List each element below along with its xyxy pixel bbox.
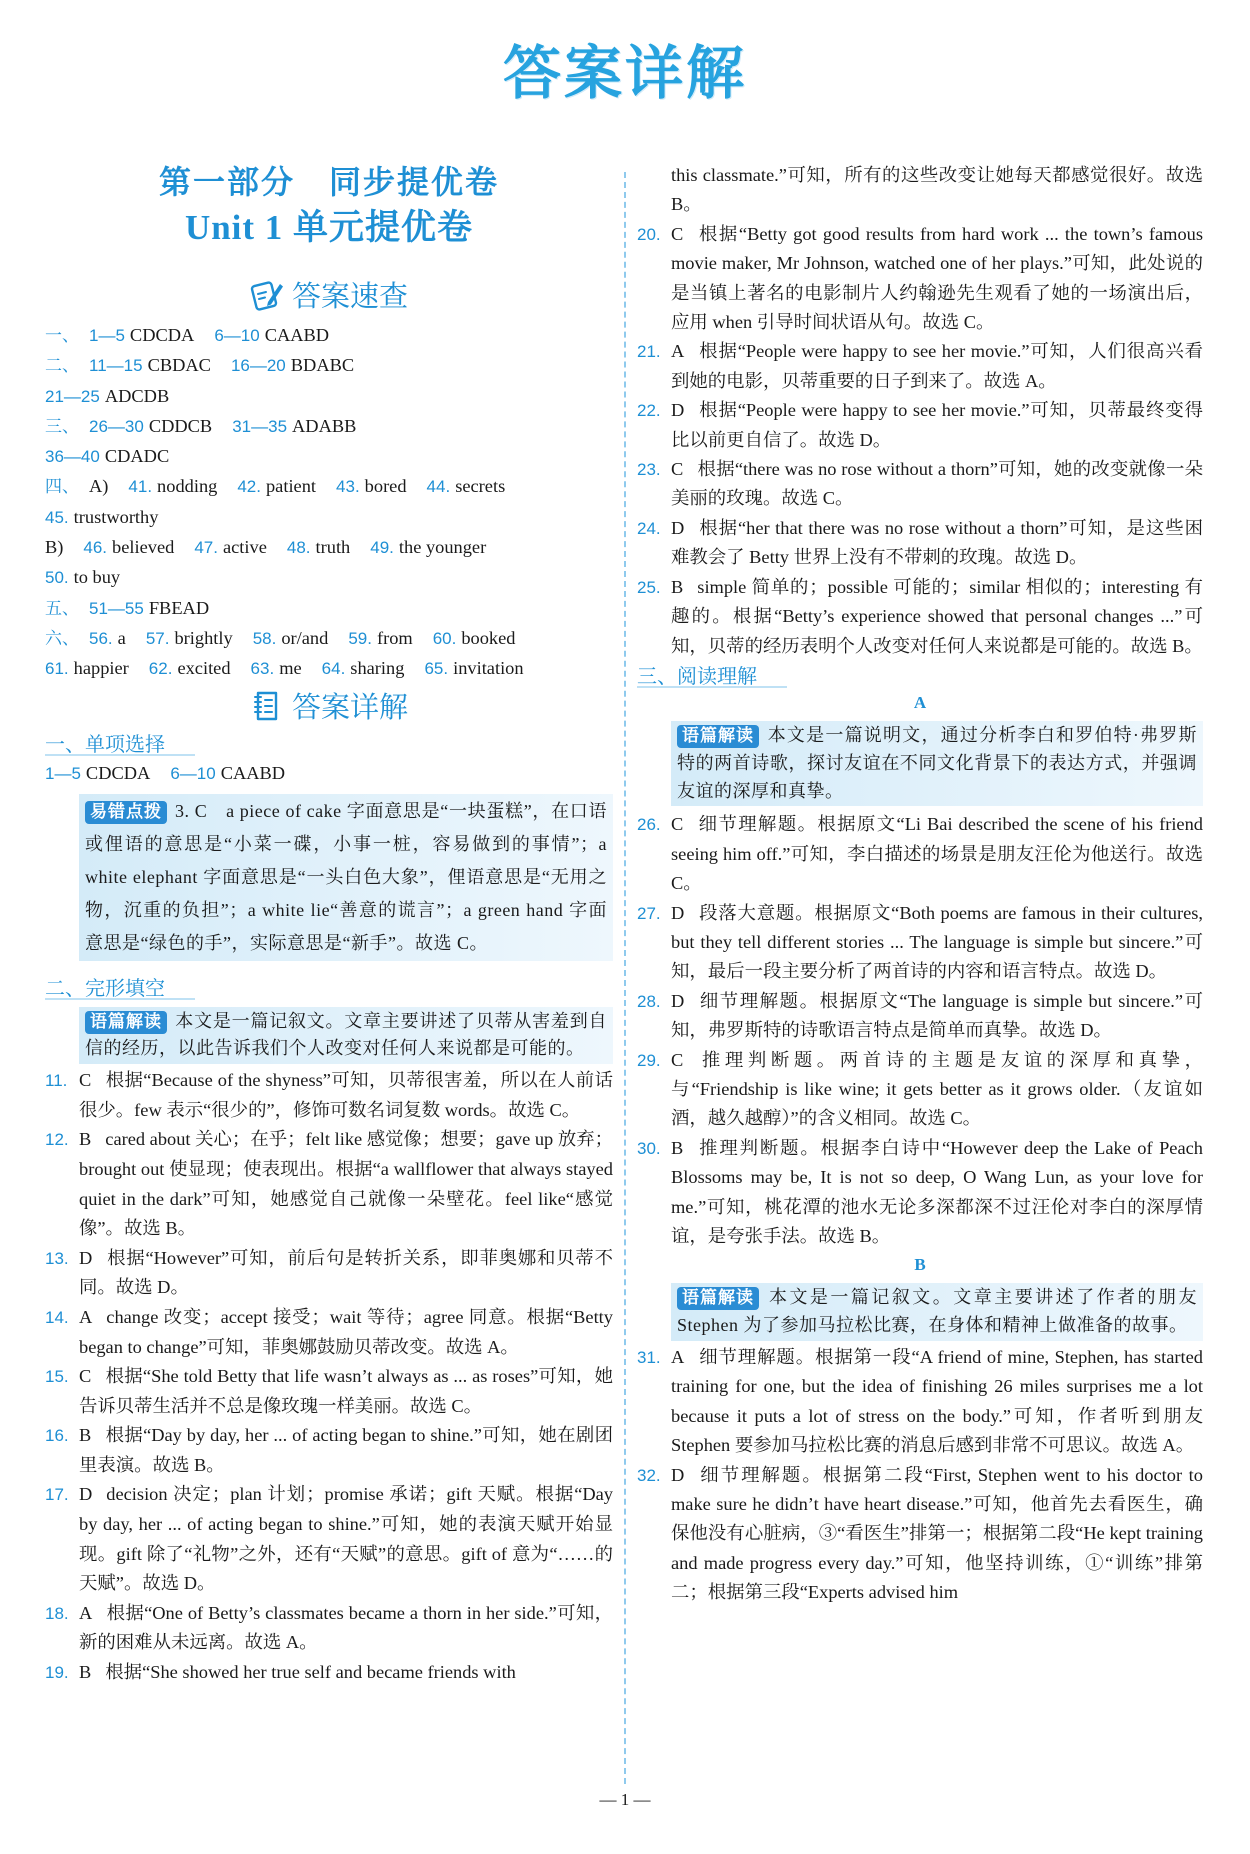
explanation-text: 推理判断题。根据李白诗中“However deep the Lake of Peach Blossoms may be, It is not so deep, O Wang Lun, as your love for me.”可知，桃花潭的池水无论多深都深不过汪伦对李白的深厚情谊，是夸张手法。故选 B。	[671, 1137, 1203, 1246]
answer-letter: C	[79, 1366, 92, 1387]
answer-group	[45, 325, 79, 345]
explanation-text: 根据“She showed her true self and became friends with	[105, 1662, 516, 1683]
passage-b-summary-label: 语篇解读	[677, 1287, 759, 1310]
answer-text: believed	[112, 537, 175, 558]
cloze-entries-right	[637, 220, 1203, 661]
answer-number: 五、	[45, 598, 79, 618]
explanation-text: 根据“People were happy to see her movie.”可知，人们很高兴看到她的电影，贝蒂重要的日子到来了。故选 A。	[671, 341, 1203, 391]
passage-a-summary-label: 语篇解读	[677, 725, 759, 748]
answer-letter: C	[671, 814, 684, 835]
passage-b-label: B	[914, 1255, 926, 1275]
right-column	[637, 161, 1203, 1608]
answer-number: 11—15	[89, 356, 143, 376]
answer-text: CDCDA	[129, 325, 195, 345]
question-number: 17.	[45, 1485, 69, 1505]
quick-answer-row	[45, 381, 613, 411]
answer-text: or/and	[281, 627, 329, 648]
explanation-text: 根据“One of Betty’s classmates became a thorn in her side.”可知，新的困难从未远离。故选 A。	[79, 1602, 613, 1653]
answer-entry-16	[45, 1421, 613, 1480]
quick-answer-row	[45, 593, 613, 623]
answer-entry-12	[45, 1125, 613, 1243]
answer-number: 6—10	[170, 763, 216, 783]
answer-group	[214, 325, 329, 345]
quick-answer-row	[45, 653, 613, 683]
question-number: 13.	[45, 1248, 69, 1268]
answer-text: happier	[73, 658, 129, 679]
part-title: 第一部分 同步提优卷	[158, 164, 499, 200]
answer-group	[45, 355, 79, 375]
quick-check-heading	[45, 276, 613, 316]
quick-check-heading-text: 答案速查	[291, 279, 408, 313]
answer-text: brightly	[174, 627, 233, 648]
answer-number: 49.	[370, 538, 394, 558]
cloze-summary-box	[79, 1007, 613, 1065]
detail-heading	[45, 687, 613, 727]
answer-number: 26—30	[89, 416, 144, 436]
answer-letter: D	[671, 990, 685, 1011]
answer-letter: C	[79, 1070, 92, 1091]
entry-19-continuation: this classmate.”可知，所有的这些改变让她每天都感觉很好。故选 B。	[671, 165, 1203, 215]
answer-group	[232, 416, 356, 436]
answer-entry-25	[637, 573, 1203, 661]
answer-letter: C	[671, 1049, 684, 1070]
answer-text: truth	[315, 537, 351, 558]
answer-letter: D	[671, 517, 685, 538]
quick-answer-row	[45, 320, 613, 350]
answer-group	[45, 416, 79, 436]
answer-text: to buy	[73, 567, 121, 588]
answer-letter: B	[671, 576, 684, 597]
answer-entry-23	[637, 455, 1203, 514]
unit-title: Unit 1 单元提优卷	[184, 208, 474, 247]
answer-entry-17	[45, 1480, 613, 1598]
answer-group	[348, 628, 412, 648]
answer-text: sharing	[350, 658, 405, 679]
answer-text: FBEAD	[148, 597, 210, 618]
answer-group	[45, 446, 169, 466]
passage-a-summary-text: 本文是一篇说明文，通过分析李白和罗伯特·弗罗斯特的两首诗歌，探讨友谊在不同文化背景下的表达方式，并强调友谊的深厚和真挚。	[677, 724, 1197, 801]
answer-entry-30	[637, 1134, 1203, 1252]
explanation-text: 细节理解题。根据第一段“A friend of mine, Stephen, has started training for one, but the idea of finishing 26 miles surprises me a lot because it puts a lot of stress on the body.”可知，作者听到朋友 Stephen 要参加马拉松比赛的消息后感到非常不可思议。故选 A。	[671, 1346, 1203, 1456]
answer-group	[45, 628, 79, 648]
explanation-text: 段落大意题。根据原文“Both poems are famous in their cultures, but they tell different stories ... The language is simple but sincere.”可知，最后一段主要分析了两首诗的内容和语言特点。故选 D。	[671, 902, 1203, 982]
left-column	[45, 160, 613, 1688]
answer-number: 63.	[250, 659, 275, 679]
cloze-summary-label: 语篇解读	[85, 1011, 167, 1034]
document-list-icon	[250, 689, 284, 723]
answer-text: BDABC	[290, 355, 355, 376]
passage-a-summary-box	[671, 721, 1203, 806]
question-number: 31.	[637, 1347, 661, 1367]
answer-text: booked	[461, 627, 516, 648]
explanation-text: 根据“However”可知，前后句是转折关系，即菲奥娜和贝蒂不同。故选 D。	[79, 1247, 613, 1298]
answer-number: 47.	[194, 538, 218, 558]
quick-answer-row	[45, 623, 613, 653]
explanation-text: 细节理解题。根据原文“The language is simple but sincere.”可知，弗罗斯特的诗歌语言特点是简单而真挚。故选 D。	[671, 990, 1203, 1041]
question-number: 27.	[637, 903, 661, 923]
answer-group	[128, 476, 217, 496]
question-number: 18.	[45, 1603, 69, 1623]
page-title: 答案详解	[502, 39, 747, 107]
answer-text: CAABD	[220, 762, 286, 783]
answer-group	[433, 628, 516, 648]
answer-text: me	[279, 658, 302, 679]
answer-letter: D	[79, 1484, 93, 1505]
answer-letter: A	[671, 1346, 685, 1367]
section-cloze: 二、完形填空	[45, 973, 613, 1003]
question-number: 25.	[637, 577, 661, 597]
answer-letter: A	[79, 1602, 93, 1623]
answer-number: 64.	[321, 659, 346, 679]
answer-group	[336, 476, 407, 496]
answer-letter: A	[79, 1306, 93, 1327]
answer-text: ADABB	[292, 415, 357, 436]
answer-number: 43.	[336, 477, 360, 497]
answer-group	[322, 658, 405, 678]
answer-entry-19	[45, 1658, 613, 1688]
answer-group	[45, 763, 150, 783]
answer-letter: B	[79, 1129, 92, 1150]
explanation-text: 细节理解题。根据原文“Li Bai described the scene of his friend seeing him off.”可知，李白描述的场景是朋友汪伦为他送行。故选 C。	[671, 814, 1203, 894]
quick-answer-row	[45, 532, 613, 562]
answer-group	[427, 476, 506, 496]
question-number: 32.	[637, 1465, 661, 1485]
answer-entry-21	[637, 337, 1203, 396]
answer-group	[89, 628, 126, 648]
question-number: 29.	[637, 1050, 661, 1070]
question-number: 26.	[637, 815, 661, 835]
question-number: 30.	[637, 1138, 661, 1158]
answer-number: 65.	[424, 659, 449, 679]
answer-text: secrets	[455, 476, 506, 497]
answer-text: B)	[45, 537, 64, 558]
quick-answer-row	[45, 471, 613, 501]
answer-number: 二、	[45, 356, 79, 376]
explanation-text: 根据“her that there was no rose without a thorn”可知，是这些困难教会了 Betty 世界上没有不带刺的玫瑰。故选 D。	[671, 517, 1203, 568]
answer-entry-13	[45, 1244, 613, 1303]
passage-b-entries	[637, 1343, 1203, 1608]
question-number: 22.	[637, 401, 661, 421]
answer-group	[287, 537, 350, 557]
answer-group	[237, 476, 316, 496]
single-choice-answers	[45, 759, 613, 788]
answer-entry-14	[45, 1303, 613, 1362]
answer-group	[45, 598, 79, 618]
answer-entry-29	[637, 1046, 1203, 1134]
explanation-text: simple 简单的；possible 可能的；similar 相似的；interesting 有趣的。根据“Betty’s experience showed that personal changes ...”可知，贝蒂的经历表明个人改变对任何人来说都是可能的。故选 B。	[671, 576, 1203, 656]
section-reading: 三、阅读理解	[637, 661, 1203, 691]
answer-number: 1—5	[45, 763, 81, 783]
answer-group	[253, 628, 329, 648]
answer-group	[424, 658, 523, 678]
answer-entry-32	[637, 1461, 1203, 1608]
answer-group	[231, 355, 354, 375]
quick-answer-row	[45, 441, 613, 471]
answer-entry-26	[637, 810, 1203, 898]
answer-group	[194, 537, 267, 557]
answer-entry-22	[637, 396, 1203, 455]
answer-entry-28	[637, 987, 1203, 1046]
quick-answer-row	[45, 411, 613, 441]
answer-entry-27	[637, 899, 1203, 987]
passage-b-summary-box	[671, 1283, 1203, 1341]
explanation-text: 根据“there was no rose without a thorn”可知，她的改变就像一朵美丽的玫瑰。故选 C。	[671, 459, 1203, 509]
explanation-text: change 改变；accept 接受；wait 等待；agree 同意。根据“Betty began to change”可知，菲奥娜鼓励贝蒂改变。故选 A。	[79, 1306, 613, 1357]
section-single-choice: 一、单项选择	[45, 729, 613, 759]
explanation-text: cared about 关心；在乎；felt like 感觉像；想要；gave up 放弃；brought out 使显现；使表现出。根据“a wallflower that always stayed quiet in the dark”可知，她感觉自己就像一朵壁花。feel like“感觉像”。故选 B。	[79, 1129, 613, 1239]
answer-number: 62.	[148, 659, 173, 679]
answer-number: 21—25	[45, 386, 100, 406]
question-number: 20.	[637, 224, 661, 244]
answer-text: excited	[177, 658, 231, 679]
answer-number: 57.	[145, 628, 170, 648]
answer-letter: D	[671, 1464, 685, 1485]
answer-number: 56.	[89, 628, 113, 648]
answer-entry-15	[45, 1362, 613, 1421]
answer-group	[89, 476, 108, 496]
explanation-text: decision 决定；plan 计划；promise 承诺；gift 天赋。根据“Day by day, her ... of acting began to shine.”可知，她的表演天赋开始显现。gift 除了“礼物”之外，还有“天赋”的意思。gift of 意为“……的天赋”。故选 D。	[79, 1484, 613, 1594]
quick-answer-row	[45, 562, 613, 592]
answer-group	[83, 537, 174, 557]
answer-text: patient	[265, 476, 317, 497]
answer-number: 三、	[45, 416, 79, 436]
answer-number: 1—5	[89, 326, 125, 345]
answer-letter: D	[671, 400, 685, 421]
answer-group	[170, 763, 285, 783]
answer-number: 16—20	[230, 356, 286, 376]
explanation-text: 细节理解题。根据第二段“First, Stephen went to his doctor to make sure he didn’t have heart disease.”可知，他首先去看医生，确保他没有心脏病，③“看医生”排第一；根据第二段“He kept training and made progress every day.”可知，他坚持训练，①“训练”排第二；根据第三段“Experts advised him	[671, 1464, 1203, 1603]
answer-number: 58.	[252, 628, 277, 648]
answer-text: CBDAC	[147, 355, 211, 376]
answer-number: 61.	[45, 659, 69, 679]
answer-group	[45, 567, 120, 587]
quick-answer-rows	[45, 320, 613, 684]
answer-text: CAABD	[264, 325, 330, 345]
answer-number: 59.	[348, 628, 372, 648]
answer-number: 45.	[45, 507, 69, 527]
answer-group	[89, 325, 194, 345]
answer-number: 6—10	[214, 326, 260, 345]
page-number: — 1 —	[599, 1790, 651, 1809]
answer-letter: B	[79, 1662, 92, 1683]
question-number: 23.	[637, 460, 661, 480]
explanation-text: 根据“Day by day, her ... of acting began to shine.”可知，她在剧团里表演。故选 B。	[79, 1425, 613, 1475]
answer-number: 50.	[45, 568, 69, 588]
explanation-text: 根据“People were happy to see her movie.”可知，贝蒂最终变得比以前更自信了。故选 D。	[671, 400, 1203, 450]
answer-entry-18	[45, 1599, 613, 1658]
question-number: 24.	[637, 518, 661, 538]
answer-group	[89, 355, 211, 375]
question-number: 21.	[637, 342, 661, 362]
passage-a-entries	[637, 810, 1203, 1251]
quick-answer-row	[45, 350, 613, 380]
answer-letter: D	[79, 1247, 93, 1268]
answer-number: 四、	[45, 477, 79, 497]
answer-group	[251, 658, 302, 678]
answer-number: 44.	[426, 477, 451, 497]
answer-number: 36—40	[45, 447, 100, 467]
answer-letter: C	[671, 459, 684, 480]
column-divider	[624, 172, 626, 1784]
answer-group	[89, 416, 212, 436]
answer-text: A)	[89, 476, 109, 497]
pencil-writing-icon	[250, 278, 284, 312]
answer-entry-24	[637, 514, 1203, 573]
answer-text: CDADC	[104, 446, 170, 467]
answer-text: invitation	[453, 658, 524, 679]
answer-group	[89, 598, 209, 618]
answer-number: 48.	[286, 538, 311, 558]
question-number: 11.	[45, 1071, 68, 1091]
answer-letter: D	[671, 902, 685, 923]
cloze-summary-text: 本文是一篇记叙文。文章主要讲述了贝蒂从害羞到自信的经历，以此告诉我们个人改变对任何人来说都是可能的。	[85, 1010, 607, 1059]
answer-group	[45, 507, 158, 527]
answer-group	[146, 628, 233, 648]
answer-group	[149, 658, 231, 678]
question-number: 14.	[45, 1307, 69, 1327]
passage-a-label: A	[913, 692, 927, 712]
answer-letter: B	[79, 1425, 92, 1446]
error-tip-text: 3. C a piece of cake 字面意思是“一块蛋糕”，在口语或俚语的意思是“小菜一碟，小事一桩，容易做到的事情”；a white elephant 字面意思是“一头白色大象”，俚语意思是“无用之物，沉重的负担”；a white lie“善意的谎言”；a green hand 字面意思是“绿色的手”，实际意思是“新手”。故选 C。	[85, 800, 607, 953]
answer-group	[370, 537, 486, 557]
answer-text: the younger	[398, 537, 487, 558]
answer-letter: C	[671, 223, 684, 244]
answer-entry-20	[637, 220, 1203, 338]
answer-group	[45, 386, 169, 406]
answer-letter: B	[671, 1137, 684, 1158]
error-tip-box	[79, 794, 613, 961]
cloze-entries-left	[45, 1066, 613, 1687]
question-number: 28.	[637, 991, 661, 1011]
explanation-text: 根据“Betty got good results from hard work ... the town’s famous movie maker, Mr Johnson, watched one of her plays.”可知，此处说的是当镇上著名的电影制片人约翰逊先生观看了她的一场演出后，应用 when 引导时间状语从句。故选 C。	[671, 223, 1203, 333]
answer-number: 一、	[45, 326, 79, 345]
question-number: 19.	[45, 1663, 69, 1683]
answer-number: 42.	[237, 477, 261, 497]
answer-number: 六、	[45, 628, 79, 648]
answer-number: 41.	[128, 477, 153, 497]
answer-text: bored	[364, 476, 407, 497]
answer-number: 46.	[83, 538, 108, 558]
question-number: 12.	[45, 1130, 69, 1150]
answer-text: trustworthy	[73, 506, 159, 527]
answer-group	[45, 658, 129, 678]
answer-number: 51—55	[89, 598, 144, 618]
answer-group	[45, 537, 63, 557]
explanation-text: 根据“She told Betty that life wasn’t always as ... as roses”可知，她告诉贝蒂生活并不总是像玫瑰一样美丽。故选 C。	[79, 1366, 613, 1416]
answer-text: a	[117, 627, 126, 648]
question-number: 16.	[45, 1426, 69, 1446]
passage-b-summary-text: 本文是一篇记叙文。文章主要讲述了作者的朋友 Stephen 为了参加马拉松比赛，在身体和精神上做准备的故事。	[677, 1287, 1197, 1336]
quick-answer-row	[45, 502, 613, 532]
answer-text: nodding	[157, 476, 218, 497]
explanation-text: 推理判断题。两首诗的主题是友谊的深厚和真挚，与“Friendship is like wine; it gets better as it grows older.（友谊如酒，越久越醇）”的含义相同。故选 C。	[671, 1049, 1203, 1129]
answer-number: 31—35	[232, 416, 288, 436]
answer-letter: A	[671, 341, 685, 362]
answer-text: CDCDA	[85, 762, 151, 783]
answer-text: ADCDB	[104, 385, 170, 406]
answer-entry-31	[637, 1343, 1203, 1461]
explanation-text: 根据“Because of the shyness”可知，贝蒂很害羞，所以在人前话很少。few 表示“很少的”，修饰可数名词复数 words。故选 C。	[79, 1070, 613, 1120]
answer-text: CDDCB	[148, 415, 213, 436]
answer-number: 60.	[432, 628, 457, 648]
question-number: 15.	[45, 1367, 69, 1387]
answer-group	[45, 476, 79, 496]
answer-entry-11	[45, 1066, 613, 1125]
detail-heading-text: 答案详解	[291, 689, 408, 724]
error-tip-label: 易错点拨	[85, 801, 167, 824]
answer-text: active	[222, 537, 267, 558]
answer-text: from	[376, 627, 413, 648]
